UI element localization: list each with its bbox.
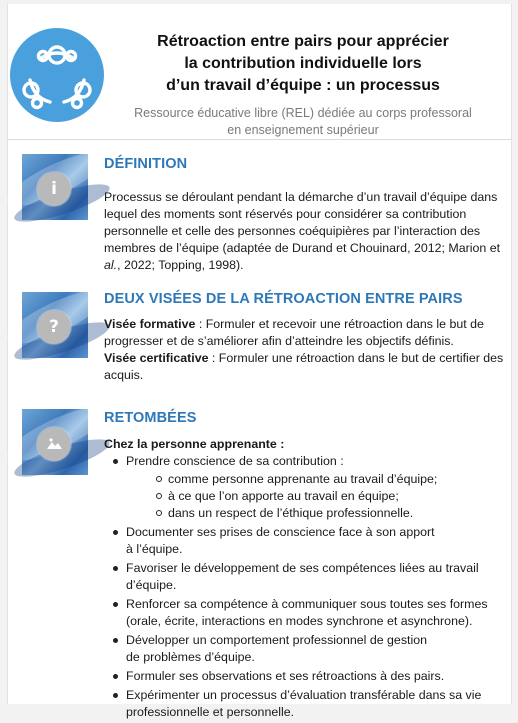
list-item: Renforcer sa compétence à communiquer sous toutes ses formes (orale, écrite, interactions en modes synchrone et asynchrone). xyxy=(104,596,504,630)
definition-text xyxy=(104,189,504,274)
definition-section xyxy=(22,154,506,284)
definition-text-main: Processus se déroulant pendant la démarche d’un travail d’équipe dans lequel des moments sont réservés pour considérer sa contribution personnelle et celle des personnes coéquipières par l’interaction des membres de l’équipe (adaptée de Durand et Chouinard, 2012; Marion et xyxy=(104,190,501,255)
list-item-text: Prendre conscience de sa contribution : xyxy=(126,454,344,468)
subtitle-line: en enseignement supérieur xyxy=(227,123,379,137)
question-icon: ? xyxy=(37,310,71,344)
definition-text-italic: al. xyxy=(104,258,118,272)
definition-thumbnail xyxy=(22,154,88,220)
list-item-line: Développer un comportement professionnel de gestion xyxy=(126,633,427,647)
retombees-text xyxy=(104,436,504,723)
visee-certificative-label: Visée certificative xyxy=(104,351,209,365)
list-item xyxy=(104,524,504,558)
page-subtitle xyxy=(118,105,488,139)
peer-network-icon xyxy=(10,28,104,122)
retombees-heading: RETOMBÉES xyxy=(104,410,197,426)
list-item: Expérimenter un processus d’évaluation transférable dans sa vie professionnelle et personnelle. xyxy=(104,687,504,721)
header-divider xyxy=(8,139,511,140)
list-item: Favoriser le développement de ses compétences liées au travail d’équipe. xyxy=(104,560,504,594)
visee-formative-label: Visée formative xyxy=(104,317,196,331)
visee-formative-text: : Formuler et recevoir une rétroaction dans le but de progresser et de s’améliorer afin d’atteindre les objectifs définis. xyxy=(104,317,484,348)
visee-certificative xyxy=(104,350,504,384)
retombees-section xyxy=(22,406,506,719)
list-item xyxy=(104,632,504,666)
info-icon: i xyxy=(37,172,71,206)
visee-certificative-text: : Formuler une rétroaction dans le but de certifier des acquis. xyxy=(104,351,504,382)
header xyxy=(8,4,511,138)
title-line: d’un travail d’équipe : un processus xyxy=(166,77,440,94)
sub-list-item: comme personne apprenante au travail d’équipe; xyxy=(126,471,504,488)
list-item-line: de problèmes d’équipe. xyxy=(126,650,255,664)
list-item-line: à l’équipe. xyxy=(126,542,183,556)
retombees-subheading: Chez la personne apprenante : xyxy=(104,437,285,451)
sub-list xyxy=(126,471,504,522)
visees-heading: DEUX VISÉES DE LA RÉTROACTION ENTRE PAIRS xyxy=(104,291,463,307)
list-item: Formuler ses observations et ses rétroactions à des pairs. xyxy=(104,668,504,685)
visees-thumbnail xyxy=(22,292,88,358)
definition-heading: DÉFINITION xyxy=(104,156,188,172)
visees-section xyxy=(22,289,506,399)
list-item-line: Documenter ses prises de conscience face à son apport xyxy=(126,525,435,539)
definition-text-end: , 2022; Topping, 1998). xyxy=(117,258,244,272)
sub-list-item: à ce que l’on apporte au travail en équipe; xyxy=(126,488,504,505)
visees-text xyxy=(104,316,504,384)
logo-graphic xyxy=(10,28,104,122)
image-icon xyxy=(37,427,71,461)
document-card xyxy=(7,4,512,719)
page-title xyxy=(118,31,488,97)
title-line: la contribution individuelle lors xyxy=(184,55,422,72)
list-item xyxy=(104,453,504,522)
visee-formative xyxy=(104,316,504,350)
retombees-thumbnail xyxy=(22,409,88,475)
title-line: Rétroaction entre pairs pour apprécier xyxy=(157,33,449,50)
subtitle-line: Ressource éducative libre (REL) dédiée au corps professoral xyxy=(134,106,472,120)
retombees-list xyxy=(104,453,504,721)
sub-list-item: dans un respect de l’éthique professionnelle. xyxy=(126,505,504,522)
